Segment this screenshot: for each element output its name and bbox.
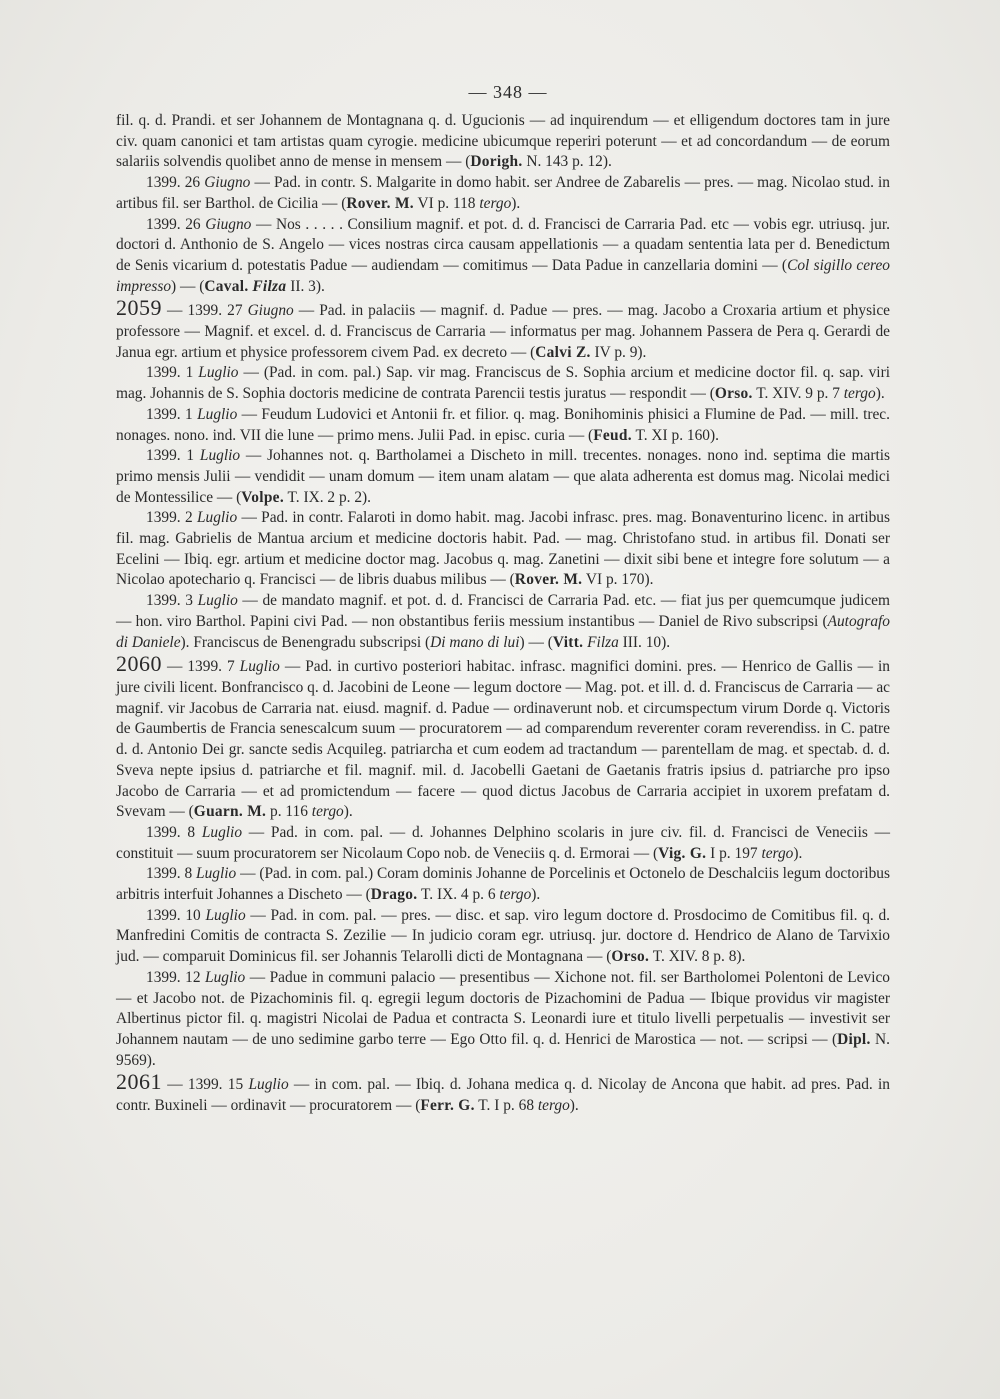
text-run: ). Franciscus de Benengradu subscripsi (	[180, 633, 431, 651]
citation-source: Dorigh.	[470, 153, 523, 171]
entry-number: 2060	[116, 651, 162, 677]
citation-source: Volpe.	[241, 488, 284, 506]
text-run: — Pad. in palaciis — magnif. d. Padue — pres. — mag. Jacobo a Croxaria artium et physice professore — Magnif. et excel. d. d. Franciscus de Carraria — informatus per mag. Johannem Passera de Pera q. Gerardi de Janua egr. artium et physice professorem civem Pad. ex decreto — (	[116, 302, 890, 361]
text-run: — Pad. in com. pal. — pres. — disc. et sap. viro legum doctore d. Prosdocimo de Comitibus fil. q. d. Manfredini Comitis de contracta S. Zezilie — In judicio coram egr. utriusq. jur. doctore d. Hendrico de Alano de Tarvixio jud. — comparuit Dominicus fil. ser Johannis Telarolli dicti de Montagnana — (	[116, 906, 890, 966]
citation-source: Guarn. M.	[193, 803, 267, 821]
text-run: T. XI p. 160).	[631, 426, 719, 444]
italic-text: Giugno	[205, 215, 252, 233]
italic-text: Di mano di lui	[430, 633, 520, 651]
document-paragraph	[116, 111, 890, 173]
text-run: — Nos . . . . . Consilium magnif. et pot. d. d. Francisci de Carraria Pad. etc — vobis egr. utriusq. jur. doctori d. Anthonio de S. Angelo — vices nostras circa causam appellationis — a quadam sententia lata per d. Benedictum de Senis vicarium d. potestatis Padue — audiendam — comitimus — Data Padue in canzellaria domini — (	[116, 215, 890, 274]
document-paragraph	[116, 405, 890, 446]
document-paragraph	[116, 446, 890, 508]
document-paragraph	[116, 215, 890, 298]
italic-text: Luglio	[205, 968, 246, 986]
text-run: T. XIV. 8 p. 8).	[649, 948, 746, 966]
document-paragraph	[116, 864, 890, 905]
text-run: 1399. 12	[146, 968, 206, 986]
text-run: 1399. 26	[146, 215, 206, 233]
entry-number: 2059	[116, 295, 162, 321]
text-run: N. 9569).	[116, 1030, 890, 1069]
document-body	[116, 111, 890, 1117]
text-run: VI p. 118	[413, 194, 480, 212]
citation-source: Orso.	[611, 948, 650, 966]
text-run: 1399. 26	[146, 174, 205, 192]
citation-source: Vitt.	[552, 633, 584, 651]
italic-text: Luglio	[199, 447, 241, 465]
text-run: II. 3).	[286, 277, 325, 295]
text-run: 1399. 1	[146, 364, 199, 382]
text-run: 1399. 1	[146, 405, 198, 423]
document-paragraph	[116, 508, 890, 591]
citation-source: Caval.	[204, 277, 249, 295]
citation-source: Vig. G.	[658, 844, 707, 862]
italic-text: tergo	[761, 844, 794, 862]
citation-source: Calvi Z.	[535, 343, 591, 361]
text-run: T. IX. 2 p. 2).	[283, 488, 372, 506]
citation-source: Rover. M.	[346, 194, 414, 212]
citation-source: Feud.	[593, 426, 632, 444]
text-run: ).	[511, 194, 521, 212]
text-run: — (Pad. in com. pal.) Sap. vir mag. Franciscus de S. Sophia arcium et medicine doctor fil. q. sap. viri mag. Johannis de S. Sophia doctoris medicine de contrata Parencii testis juratus — respondit — (	[116, 364, 890, 403]
italic-text: Luglio	[198, 364, 239, 382]
text-run: 1399. 2	[146, 509, 197, 527]
text-run: — 1399. 15	[162, 1076, 249, 1094]
text-run: ).	[569, 1097, 579, 1115]
text-run: III. 10).	[618, 633, 671, 651]
document-paragraph	[116, 823, 890, 864]
text-run: 1399. 8	[146, 823, 202, 841]
text-run: — 1399. 7	[162, 658, 240, 676]
text-run: I p. 197	[706, 844, 762, 862]
text-run: T. IX. 4 p. 6	[417, 886, 500, 904]
text-run: — 1399. 27	[162, 302, 248, 320]
italic-text: Luglio	[248, 1076, 289, 1094]
text-run: VI p. 170).	[582, 571, 654, 589]
document-paragraph	[116, 968, 890, 1072]
document-paragraph	[116, 906, 890, 968]
italic-text: Giugno	[204, 174, 251, 192]
text-run: — de mandato magnif. et pot. d. d. Francisci de Carraria Pad. etc. — fiat jus per quemcumque judicem — hon. viro Barthol. Papini civi Pad. — non obstantibus feriis messium instantibus — Daniel de Rivo subscripsi (	[116, 592, 890, 630]
italic-text: Luglio	[197, 592, 238, 610]
text-run: — Johannes not. q. Bartholamei a Discheto in mill. trecentes. nonages. nono ind. septima die martis primo mensis Julii — vendidit — unam domum — item unam alatam — que alata adherenta est domus mag. Nicolai medici de Montessilice — (	[116, 447, 890, 506]
italic-text: Luglio	[201, 823, 243, 841]
text-run: ) — (	[171, 277, 205, 295]
citation-source: Rover. M.	[514, 571, 583, 589]
citation-source: Dipl.	[837, 1030, 871, 1048]
text-run: T. XIV. 9 p. 7	[752, 385, 844, 403]
text-run: ) — (	[519, 633, 553, 651]
italic-text: tergo	[311, 803, 344, 821]
citation-source: Drago.	[370, 886, 418, 904]
text-run: — Feudum Ludovici et Antonii fr. et filior. q. mag. Bonihominis phisici a Flumine de Pad. — mill. trec. nonages. nono. ind. VII die lune — primo mens. Julii Pad. in episc. curia — (	[116, 405, 890, 444]
text-run: — Padue in communi palacio — presentibus — Xichone not. fil. ser Bartholomei Polentoni de Levico — et Jacobo not. de Pizachominis fil. q. egregii legum doctoris de Pizachomini de Padua — Ibique providus vir magister Albertinus pictor fil. q. magistri Nicolai de Padua et contracta S. Leonardi iure et titulo livelli perpetualis — investivit ser Johannem nautam — de uno sedimine garbo terre — Ego Otto fil. q. d. Henrici de Marostica — not. — scripsi — (	[116, 968, 891, 1048]
italic-text: Luglio	[205, 906, 246, 924]
document-entry	[116, 1069, 890, 1116]
text-run: ).	[343, 803, 353, 821]
italic-text: Luglio	[196, 509, 238, 527]
page-number: — 348 —	[468, 82, 548, 102]
italic-text: Autografo di Daniele	[116, 612, 890, 651]
document-entry	[116, 295, 890, 363]
text-run: — in com. pal. — Ibiq. d. Johana medica q. d. Nicolay de Ancona que habit. ad pres. Pad. in contr. Buxineli — ordinavit — procuratorem — (	[116, 1076, 890, 1115]
document-entry	[116, 651, 890, 823]
italic-text: Luglio	[239, 658, 280, 676]
italic-text: Col sigillo cereo impresso	[116, 256, 890, 295]
italic-text: Filza	[587, 633, 619, 651]
text-run: — Pad. in com. pal. — d. Johannes Delphino scolaris in jure civ. fil. d. Francisci de Veneciis — constituit — suum procuratorem ser Nicolaum Copo nob. de Veneciis q. d. Ermorai — (	[116, 823, 890, 862]
text-run: 1399. 10	[146, 906, 206, 924]
italic-text: tergo	[499, 886, 532, 904]
text-run: 1399. 8	[146, 865, 197, 883]
text-run: — (Pad. in com. pal.) Coram dominis Johanne de Porcelinis et Octonelo de Deschalciis legum doctoribus arbitris interfuit Johannes a Discheto — (	[116, 865, 890, 904]
text-run: — Pad. in contr. S. Malgarite in domo habit. ser Andree de Zabarelis — pres. — mag. Nicolao stud. in artibus fil. ser Barthol. de Cicilia — (	[116, 174, 890, 212]
text-run: N. 143 p. 12).	[522, 153, 612, 171]
text-run: IV p. 9).	[590, 343, 647, 361]
text-run: — Pad. in contr. Falaroti in domo habit. mag. Jacobi infrasc. pres. mag. Bonaventurino licenc. in artibus fil. mag. Gabrielis de Mantua arcium et medicine doctoris habit. Pad. — mag. Christofano stud. in artibus fil. Donati ser Ecelini — Ibiq. egr. artium et medicine doctor mag. Jacobus q. mag. Zanetini — dixit sibi bene et integre fore solutum — a Nicolao apotechario q. Francisci — de libris duabus milibus — (	[116, 509, 890, 589]
entry-number: 2061	[116, 1069, 162, 1095]
text-run: — Pad. in curtivo posteriori habitac. infrasc. magnifici domini. pres. — Henrico de Gallis — in jure civili licent. Bonfrancisco q. d. Jacobini de Leone — legum doctore — Mag. pot. et ill. d. d. Franciscus de Carraria — ac magnif. vir Jacobus de Carraria nat. eiusd. magnif. d. Padue — ordinaverunt nob. et circumspectum virum Dorde q. Victoris de Gaumbertis de Francia senescalcum suum — procuratorem — ad comparendum reverenter coram reverendiss. in C. patre d. d. Antonio Dei gr. sancte sedis Acquileg. patriarcha et cum eodem ad tractandum — parentellam de mag. et spectab. d. d. Sveva nepte ipsius d. patriarche et fil. magnif. mil. d. Jacobelli Gaetani de Gaetanis fratris ipsius d. patriarche pro ipso Jacobo de Carraria — et ad promictendum — facere — quod dictus Jacobus de Carraria accipiet in uxorem prefatam d. Svevam — (	[116, 658, 890, 821]
text-run: 1399. 3	[146, 592, 198, 610]
italic-text: Luglio	[197, 405, 238, 423]
text-run: ).	[875, 385, 885, 403]
citation-source: Ferr. G.	[420, 1097, 475, 1115]
text-run: ).	[531, 886, 541, 904]
italic-text: Luglio	[196, 865, 237, 883]
citation-source: Orso.	[714, 385, 753, 403]
document-paragraph	[116, 363, 890, 404]
document-paragraph	[116, 591, 890, 653]
document-paragraph	[116, 173, 890, 214]
italic-text: tergo	[537, 1097, 570, 1115]
text-run: ).	[793, 844, 803, 862]
italic-text: Giugno	[247, 302, 294, 320]
text-run: T. I p. 68	[474, 1097, 538, 1115]
italic-text: tergo	[479, 194, 512, 212]
citation-source: Filza	[252, 277, 287, 295]
text-run: fil. q. d. Prandi. et ser Johannem de Montagnana q. d. Ugucionis — ad inquirendum — et elligendum doctores tam in jure civ. quam canonici et tam artistas quam cyrogie. medicine ubicumque reperiri poterunt — et ad concordandum — de eorum salariis solvendis quolibet anno de mense in mensem — (	[116, 112, 890, 171]
text-run: p. 116	[266, 803, 312, 821]
text-run: 1399. 1	[146, 447, 200, 465]
italic-text: tergo	[843, 385, 876, 403]
